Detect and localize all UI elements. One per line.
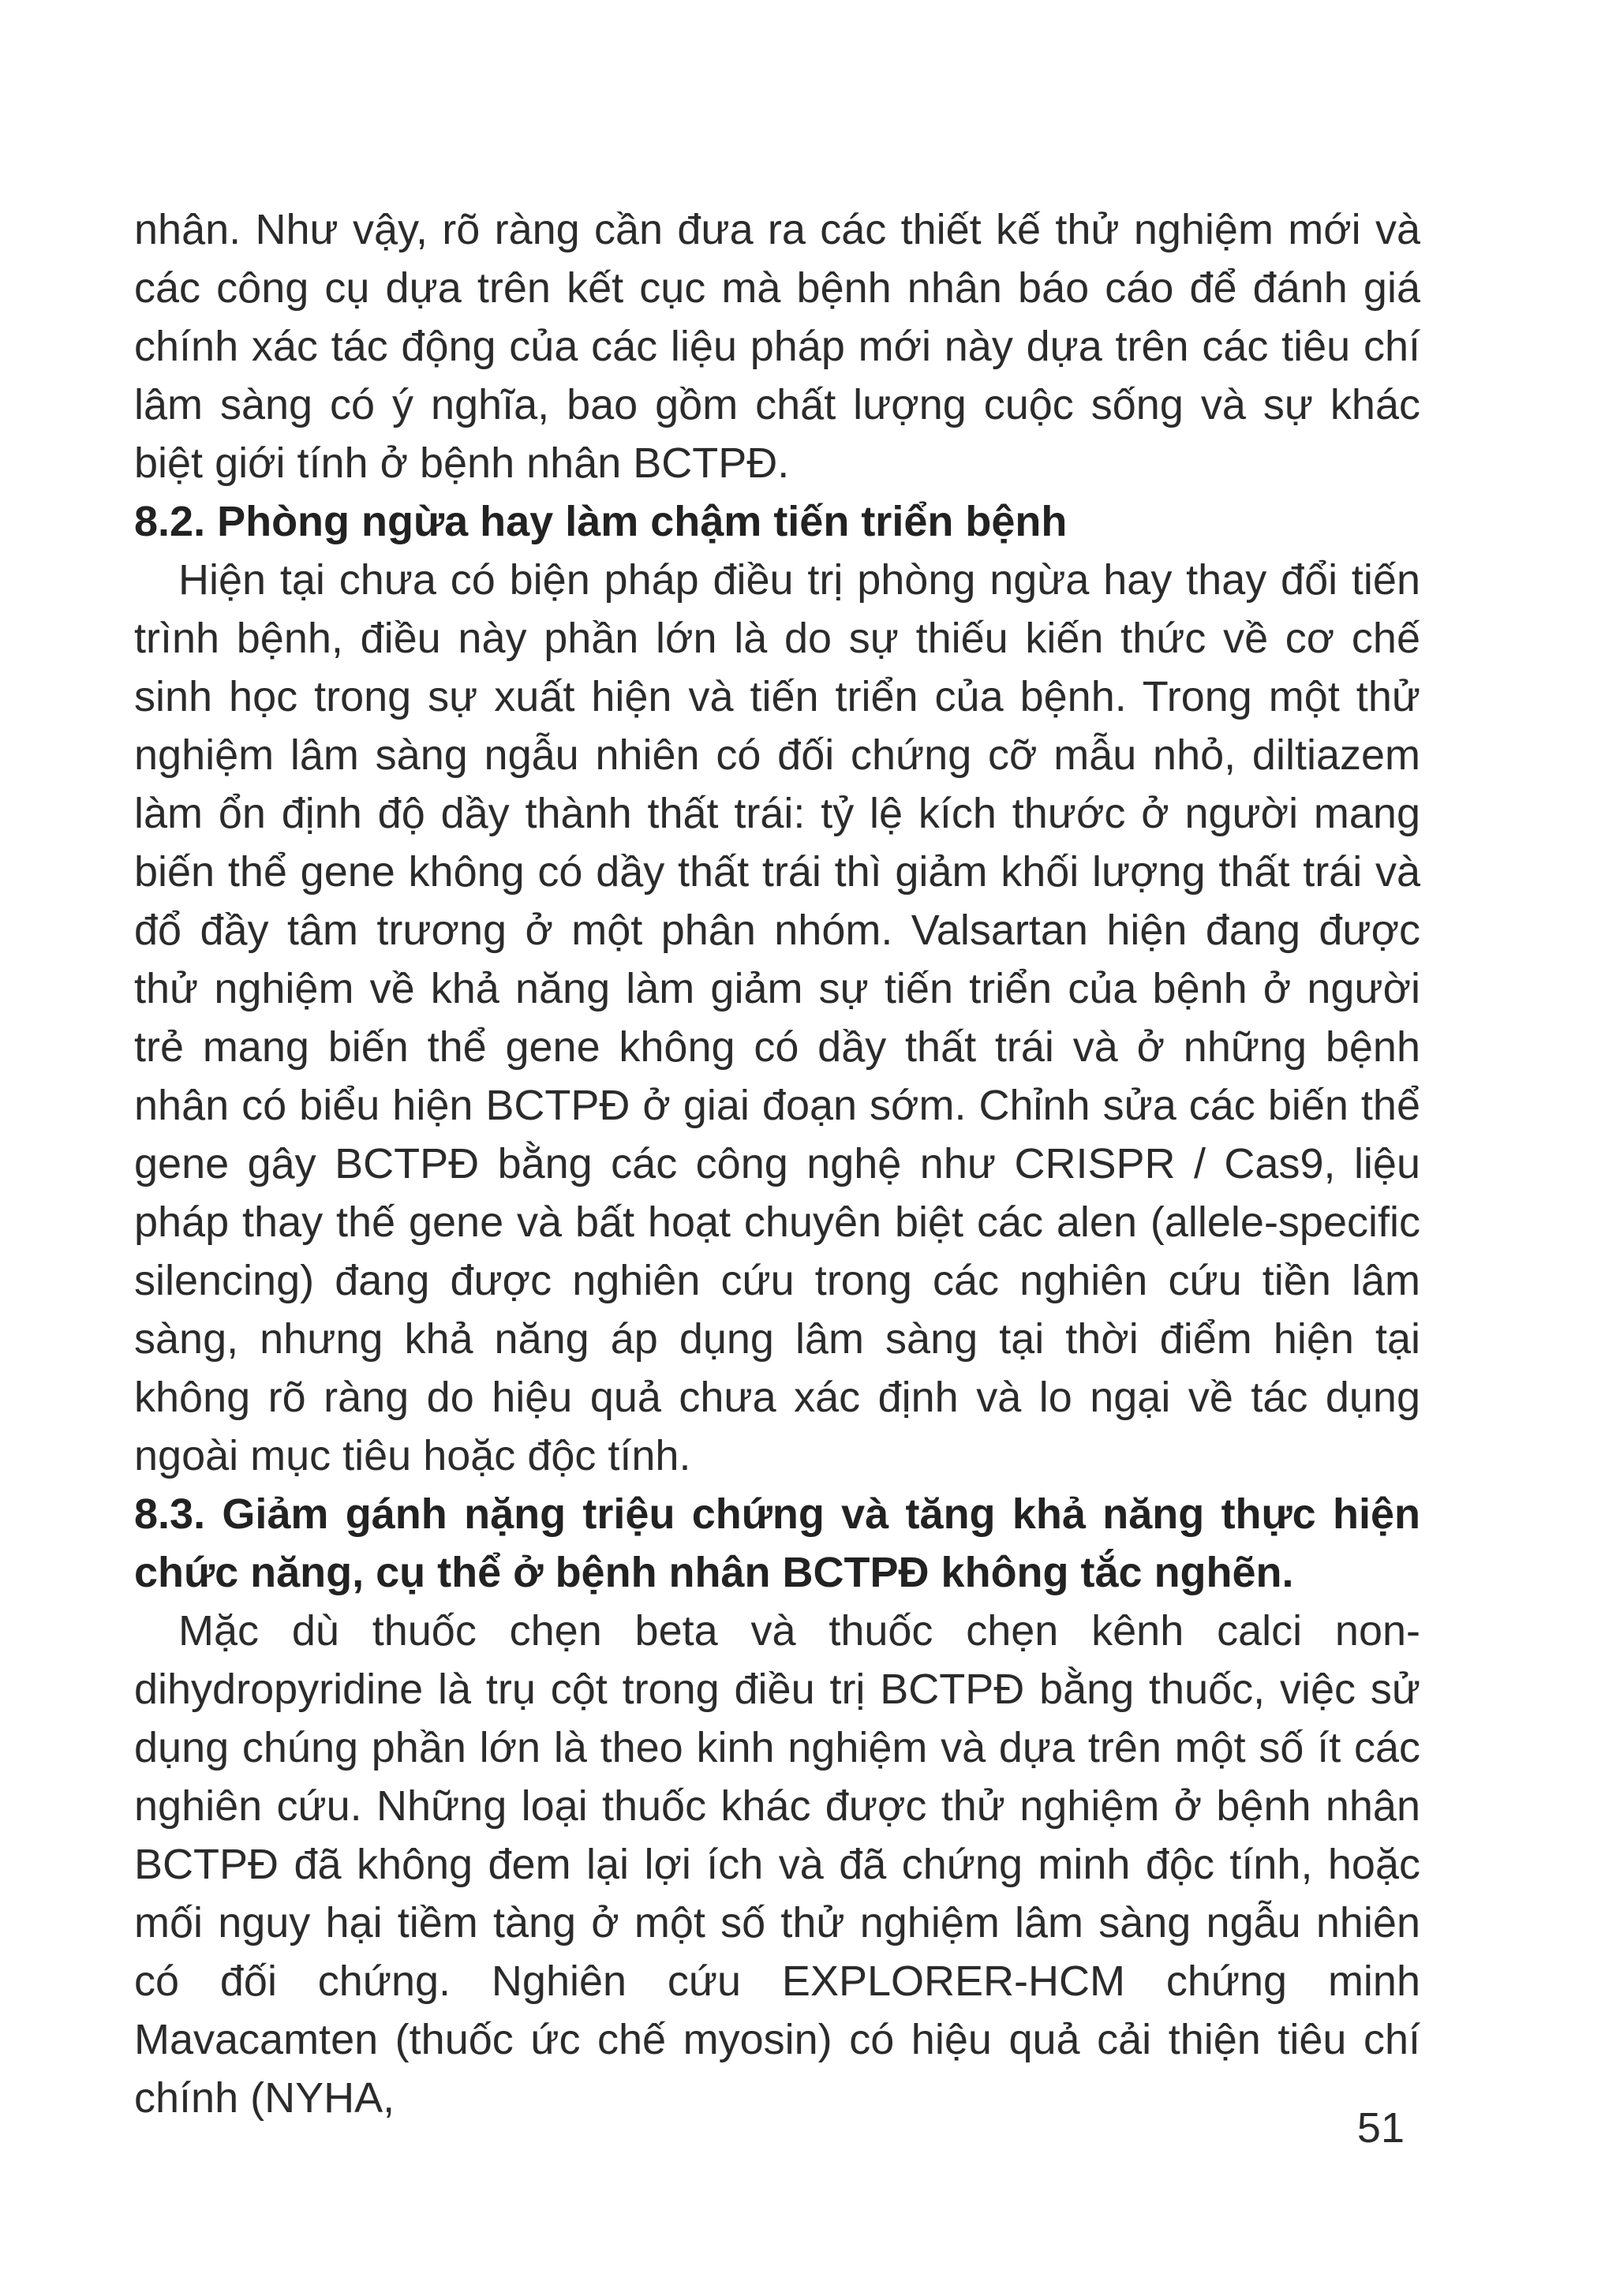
page-body: [134, 200, 1420, 2127]
section-heading-8-2: 8.2. Phòng ngừa hay làm chậm tiến triển bệnh: [134, 498, 1068, 545]
section-heading-8-3: 8.3. Giảm gánh nặng triệu chứng và tăng khả năng thực hiện chức năng, cụ thể ở bệnh nhân BCTPĐ không tắc nghẽn.: [134, 1490, 1420, 1596]
page-number: 51: [1356, 2104, 1405, 2152]
paragraph-continued: nhân. Như vậy, rõ ràng cần đưa ra các thiết kế thử nghiệm mới và các công cụ dựa trên kết cục mà bệnh nhân báo cáo để đánh giá chính xác tác động của các liệu pháp mới này dựa trên các tiêu chí lâm sàng có ý nghĩa, bao gồm chất lượng cuộc sống và sự khác biệt giới tính ở bệnh nhân BCTPĐ.: [134, 206, 1420, 487]
section-8-3-paragraph: Mặc dù thuốc chẹn beta và thuốc chẹn kênh calci non-dihydropyridine là trụ cột trong điều trị BCTPĐ bằng thuốc, việc sử dụng chúng phần lớn là theo kinh nghiệm và dựa trên một số ít các nghiên cứu. Những loại thuốc khác được thử nghiệm ở bệnh nhân BCTPĐ đã không đem lại lợi ích và đã chứng minh độc tính, hoặc mối nguy hại tiềm tàng ở một số thử nghiệm lâm sàng ngẫu nhiên có đối chứng. Nghiên cứu EXPLORER-HCM chứng minh Mavacamten (thuốc ức chế myosin) có hiệu quả cải thiện tiêu chí chính (NYHA,: [134, 1607, 1420, 2122]
section-8-2-paragraph: Hiện tại chưa có biện pháp điều trị phòng ngừa hay thay đổi tiến trình bệnh, điều này phần lớn là do sự thiếu kiến thức về cơ chế sinh học trong sự xuất hiện và tiến triển của bệnh. Trong một thử nghiệm lâm sàng ngẫu nhiên có đối chứng cỡ mẫu nhỏ, diltiazem làm ổn định độ dầy thành thất trái: tỷ lệ kích thước ở người mang biến thể gene không có dầy thất trái thì giảm khối lượng thất trái và đổ đầy tâm trương ở một phân nhóm. Valsartan hiện đang được thử nghiệm về khả năng làm giảm sự tiến triển của bệnh ở người trẻ mang biến thể gene không có dầy thất trái và ở những bệnh nhân có biểu hiện BCTPĐ ở giai đoạn sớm. Chỉnh sửa các biến thể gene gây BCTPĐ bằng các công nghệ như CRISPR / Cas9, liệu pháp thay thế gene và bất hoạt chuyên biệt các alen (allele-specific silencing) đang được nghiên cứu trong các nghiên cứu tiền lâm sàng, nhưng khả năng áp dụng lâm sàng tại thời điểm hiện tại không rõ ràng do hiệu quả chưa xác định và lo ngại về tác dụng ngoài mục tiêu hoặc độc tính.: [134, 556, 1420, 1479]
